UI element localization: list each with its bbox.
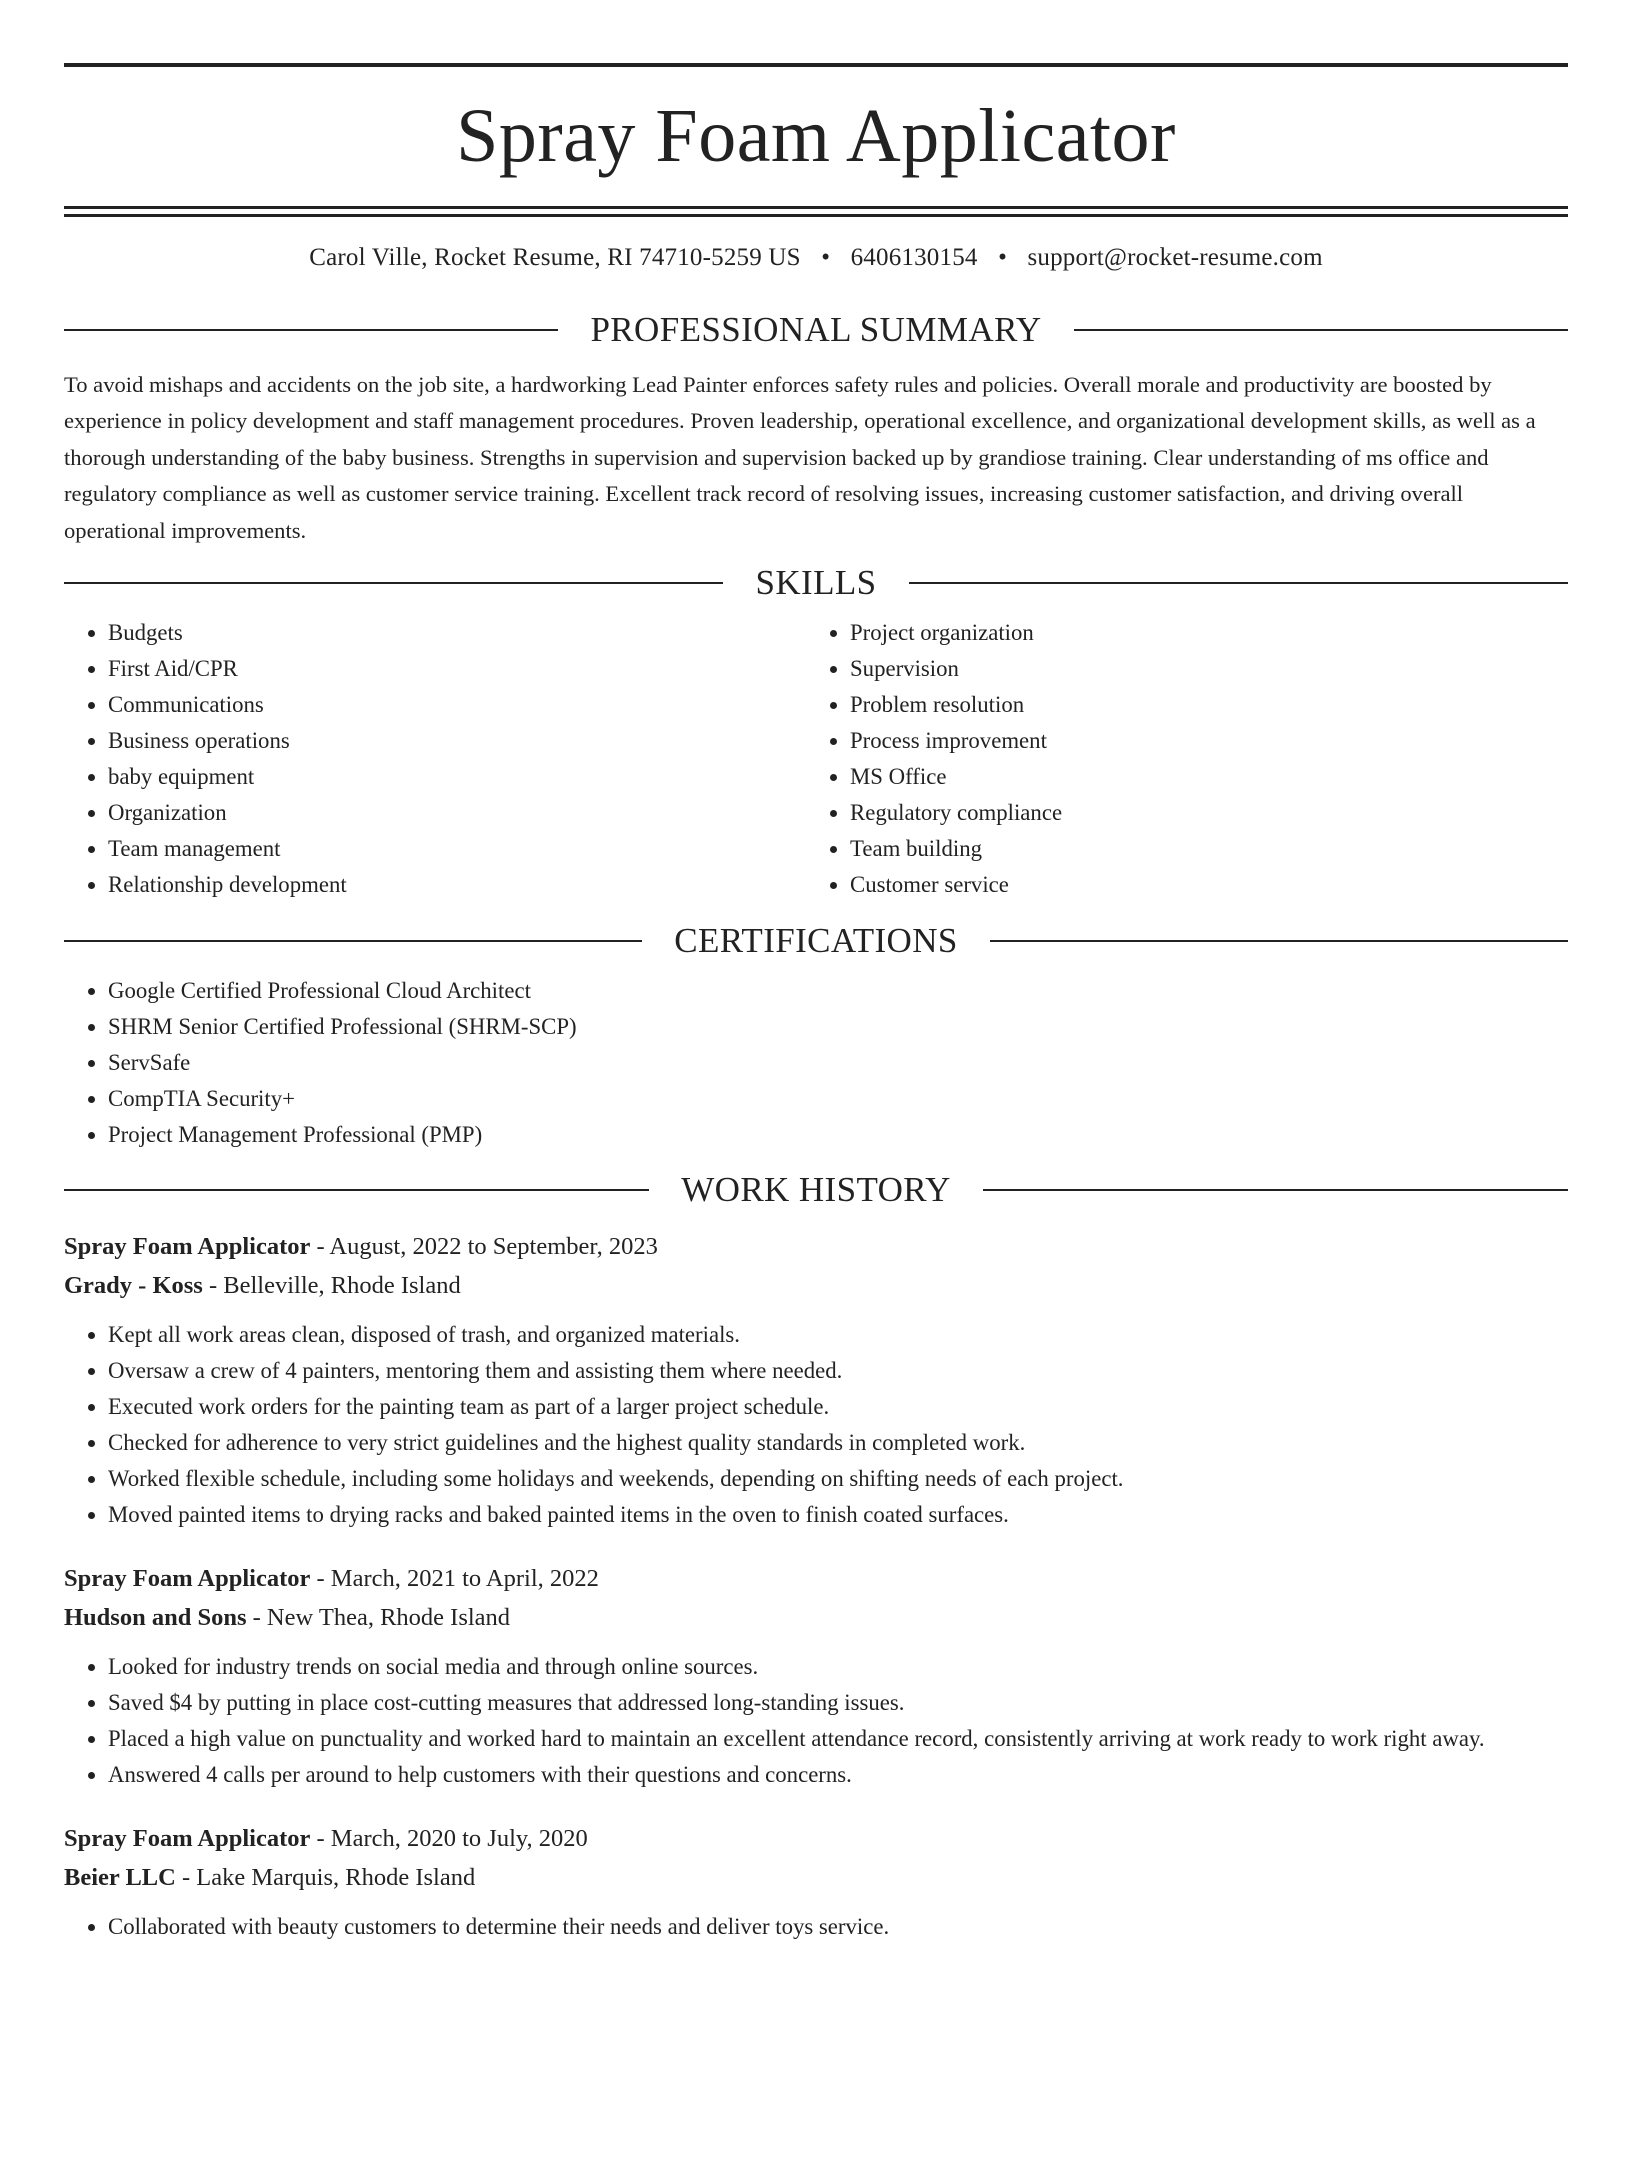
work-history-heading-label: WORK HISTORY [681, 1170, 951, 1210]
job-entry [64, 1559, 1568, 1793]
skills-list-right [806, 615, 1548, 903]
job-dates: - March, 2020 to July, 2020 [310, 1825, 588, 1853]
skills-list-left [64, 615, 806, 903]
job-location: - Belleville, Rhode Island [202, 1272, 461, 1300]
summary-heading-label: PROFESSIONAL SUMMARY [590, 310, 1042, 349]
job-duties-list [64, 1317, 1568, 1533]
job-title: Spray Foam Applicator [64, 1565, 311, 1593]
resume-title: Spray Foam Applicator [456, 94, 1176, 178]
heading-rule-right [1074, 329, 1568, 331]
list-item: • CompTIA Security+ [108, 1081, 1568, 1117]
list-item: • Communications [108, 687, 806, 723]
skills-heading [64, 563, 1568, 603]
list-item: • Checked for adherence to very strict guidelines and the highest quality standards in completed work. [108, 1425, 1568, 1461]
job-company: Beier LLC [64, 1864, 176, 1892]
certifications-heading-label: CERTIFICATIONS [674, 921, 958, 961]
list-item: • Supervision [850, 651, 1548, 687]
job-title: Spray Foam Applicator [64, 1825, 311, 1853]
job-title-line [64, 1559, 1568, 1598]
list-item: • Google Certified Professional Cloud Architect [108, 973, 1568, 1009]
list-item: • Relationship development [108, 867, 806, 903]
list-item: • baby equipment [108, 759, 806, 795]
list-item: • Kept all work areas clean, disposed of trash, and organized materials. [108, 1317, 1568, 1353]
list-item: • Worked flexible schedule, including some holidays and weekends, depending on shifting needs of each project. [108, 1461, 1568, 1497]
summary-text: To avoid mishaps and accidents on the job site, a hardworking Lead Painter enforces safety rules and policies. Overall morale and productivity are boosted by experience in policy development and staff management procedures. Proven leadership, operational excellence, and organizational development skills, as well as a thorough understanding of the baby business. Strengths in supervision and supervision backed up by grandiose training. Clear understanding of ms office and regulatory compliance as well as customer service training. Excellent track record of resolving issues, increasing customer satisfaction, and driving overall operational improvements. [64, 372, 1536, 543]
contact-phone: 6406130154 [850, 244, 978, 271]
list-item: • Looked for industry trends on social media and through online sources. [108, 1649, 1568, 1685]
job-location: - New Thea, Rhode Island [246, 1604, 511, 1632]
job-company-line [64, 1858, 1568, 1897]
list-item: • Oversaw a crew of 4 painters, mentoring them and assisting them where needed. [108, 1353, 1568, 1389]
job-location: - Lake Marquis, Rhode Island [175, 1864, 476, 1892]
job-title-line [64, 1819, 1568, 1858]
job-company: Hudson and Sons [64, 1604, 247, 1632]
heading-rule-right [990, 940, 1568, 942]
certifications-list [64, 973, 1568, 1153]
job-entry [64, 1227, 1568, 1533]
skills-heading-label: SKILLS [755, 563, 877, 603]
heading-rule-left [64, 582, 723, 584]
job-title-line [64, 1227, 1568, 1266]
list-item: • Project Management Professional (PMP) [108, 1117, 1568, 1153]
list-item: • Team management [108, 831, 806, 867]
list-item: • Customer service [850, 867, 1548, 903]
list-item: • ServSafe [108, 1045, 1568, 1081]
skills-column-right [806, 615, 1548, 903]
heading-rule-left [64, 940, 642, 942]
list-item: • Collaborated with beauty customers to determine their needs and deliver toys service. [108, 1909, 1568, 1945]
job-title: Spray Foam Applicator [64, 1233, 311, 1261]
resume-page [0, 63, 1632, 2175]
job-duties-list [64, 1909, 1568, 1945]
header-double-rule [64, 206, 1568, 217]
list-item: • Regulatory compliance [850, 795, 1548, 831]
list-item: • First Aid/CPR [108, 651, 806, 687]
summary-heading [64, 310, 1568, 350]
job-entry [64, 1819, 1568, 1945]
skills-grid [64, 615, 1568, 903]
list-item: • Team building [850, 831, 1548, 867]
job-duties-list [64, 1649, 1568, 1793]
list-item: • Executed work orders for the painting team as part of a larger project schedule. [108, 1389, 1568, 1425]
heading-rule-left [64, 1189, 649, 1191]
list-item: • Moved painted items to drying racks and baked painted items in the oven to finish coated surfaces. [108, 1497, 1568, 1533]
list-item: • Process improvement [850, 723, 1548, 759]
list-item: • Answered 4 calls per around to help customers with their questions and concerns. [108, 1757, 1568, 1793]
job-dates: - March, 2021 to April, 2022 [310, 1565, 599, 1593]
contact-address: Carol Ville, Rocket Resume, RI 74710-5259 US [309, 244, 801, 271]
list-item: • Problem resolution [850, 687, 1548, 723]
job-company-line [64, 1598, 1568, 1637]
heading-rule-right [909, 582, 1568, 584]
certifications-heading [64, 921, 1568, 961]
heading-rule-left [64, 329, 558, 331]
contact-line [64, 242, 1568, 274]
heading-rule-right [983, 1189, 1568, 1191]
list-item: • Project organization [850, 615, 1548, 651]
job-company: Grady - Koss [64, 1272, 203, 1300]
work-history-heading [64, 1170, 1568, 1210]
skills-column-left [64, 615, 806, 903]
list-item: • Placed a high value on punctuality and worked hard to maintain an excellent attendance record, consistently arriving at work ready to work right away. [108, 1721, 1568, 1757]
job-dates: - August, 2022 to September, 2023 [310, 1233, 658, 1261]
list-item: • MS Office [850, 759, 1548, 795]
contact-separator: • [998, 244, 1008, 271]
list-item: • Budgets [108, 615, 806, 651]
contact-separator: • [821, 244, 831, 271]
list-item: • Business operations [108, 723, 806, 759]
contact-email: support@rocket-resume.com [1027, 244, 1323, 271]
header-top-rule [64, 63, 1568, 67]
work-history-list [64, 1227, 1568, 1945]
list-item: • Saved $4 by putting in place cost-cutting measures that addressed long-standing issues. [108, 1685, 1568, 1721]
job-company-line [64, 1266, 1568, 1305]
list-item: • Organization [108, 795, 806, 831]
list-item: • SHRM Senior Certified Professional (SHRM-SCP) [108, 1009, 1568, 1045]
